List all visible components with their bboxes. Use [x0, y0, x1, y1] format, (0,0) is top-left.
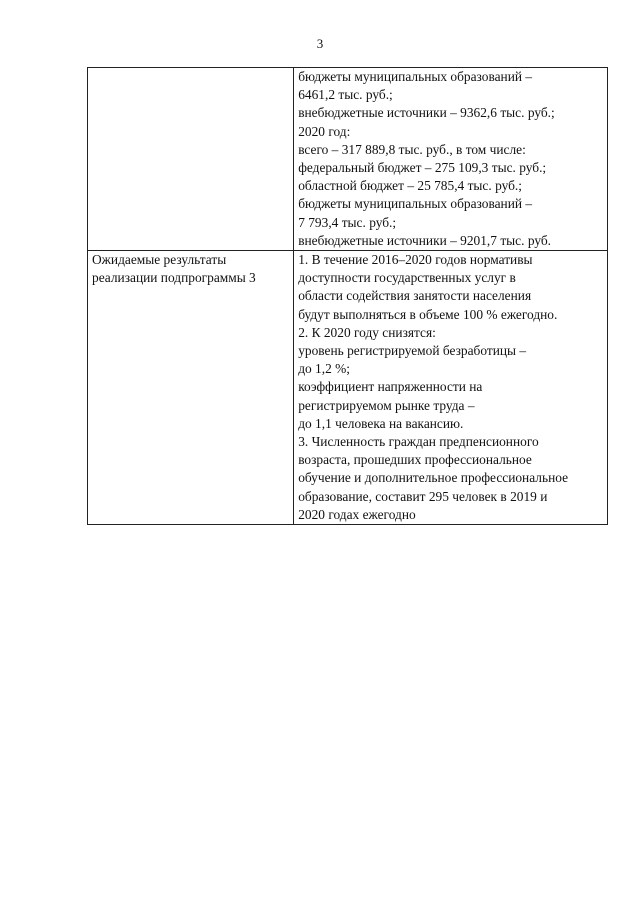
page-number: 3: [316, 36, 324, 51]
results-label-line: Ожидаемые результаты: [92, 252, 227, 268]
results-line: возраста, прошедших профессиональное: [298, 452, 532, 468]
funding-line: внебюджетные источники – 9201,7 тыс. руб.: [298, 232, 552, 248]
funding-line: бюджеты муниципальных образований –: [298, 196, 533, 212]
table-row-funding-continued: [88, 68, 608, 251]
results-line: 2. К 2020 году снизятся:: [298, 324, 436, 340]
table-cell-results: [294, 251, 608, 525]
results-line: 2020 годах ежегодно: [298, 506, 416, 522]
funding-line: внебюджетные источники – 9362,6 тыс. руб.;: [298, 105, 555, 121]
results-line: коэффициент напряженности на: [298, 379, 483, 395]
funding-line: 6461,2 тыс. руб.;: [298, 87, 393, 103]
table-cell-label-empty: [88, 68, 294, 251]
results-line: обучение и дополнительное профессиональное: [298, 470, 569, 486]
subprogram-table: [87, 67, 608, 525]
funding-line: федеральный бюджет – 275 109,3 тыс. руб.;: [298, 160, 547, 176]
table-cell-label: [88, 251, 294, 525]
table-row-expected-results: [88, 251, 608, 525]
results-line: доступности государственных услуг в: [298, 270, 516, 286]
table-cell-funding: [294, 68, 608, 251]
funding-line: бюджеты муниципальных образований –: [298, 69, 533, 84]
results-line: регистрируемом рынке труда –: [298, 397, 475, 413]
results-label-line: реализации подпрограммы 3: [92, 270, 256, 286]
results-line: уровень регистрируемой безработицы –: [298, 343, 527, 359]
results-line: 1. В течение 2016–2020 годов нормативы: [298, 252, 533, 268]
results-line: образование, составит 295 человек в 2019 и: [298, 488, 548, 504]
results-line: до 1,2 %;: [298, 361, 351, 377]
results-line: будут выполняться в объеме 100 % ежегодно.: [298, 306, 558, 322]
results-line: области содействия занятости населения: [298, 288, 532, 304]
funding-line: 7 793,4 тыс. руб.;: [298, 214, 397, 230]
results-line: 3. Численность граждан предпенсионного: [298, 434, 539, 450]
funding-line: 2020 год:: [298, 123, 351, 139]
funding-line: областной бюджет – 25 785,4 тыс. руб.;: [298, 178, 522, 194]
funding-line: всего – 317 889,8 тыс. руб., в том числе:: [298, 141, 526, 157]
results-line: до 1,1 человека на вакансию.: [298, 415, 464, 431]
